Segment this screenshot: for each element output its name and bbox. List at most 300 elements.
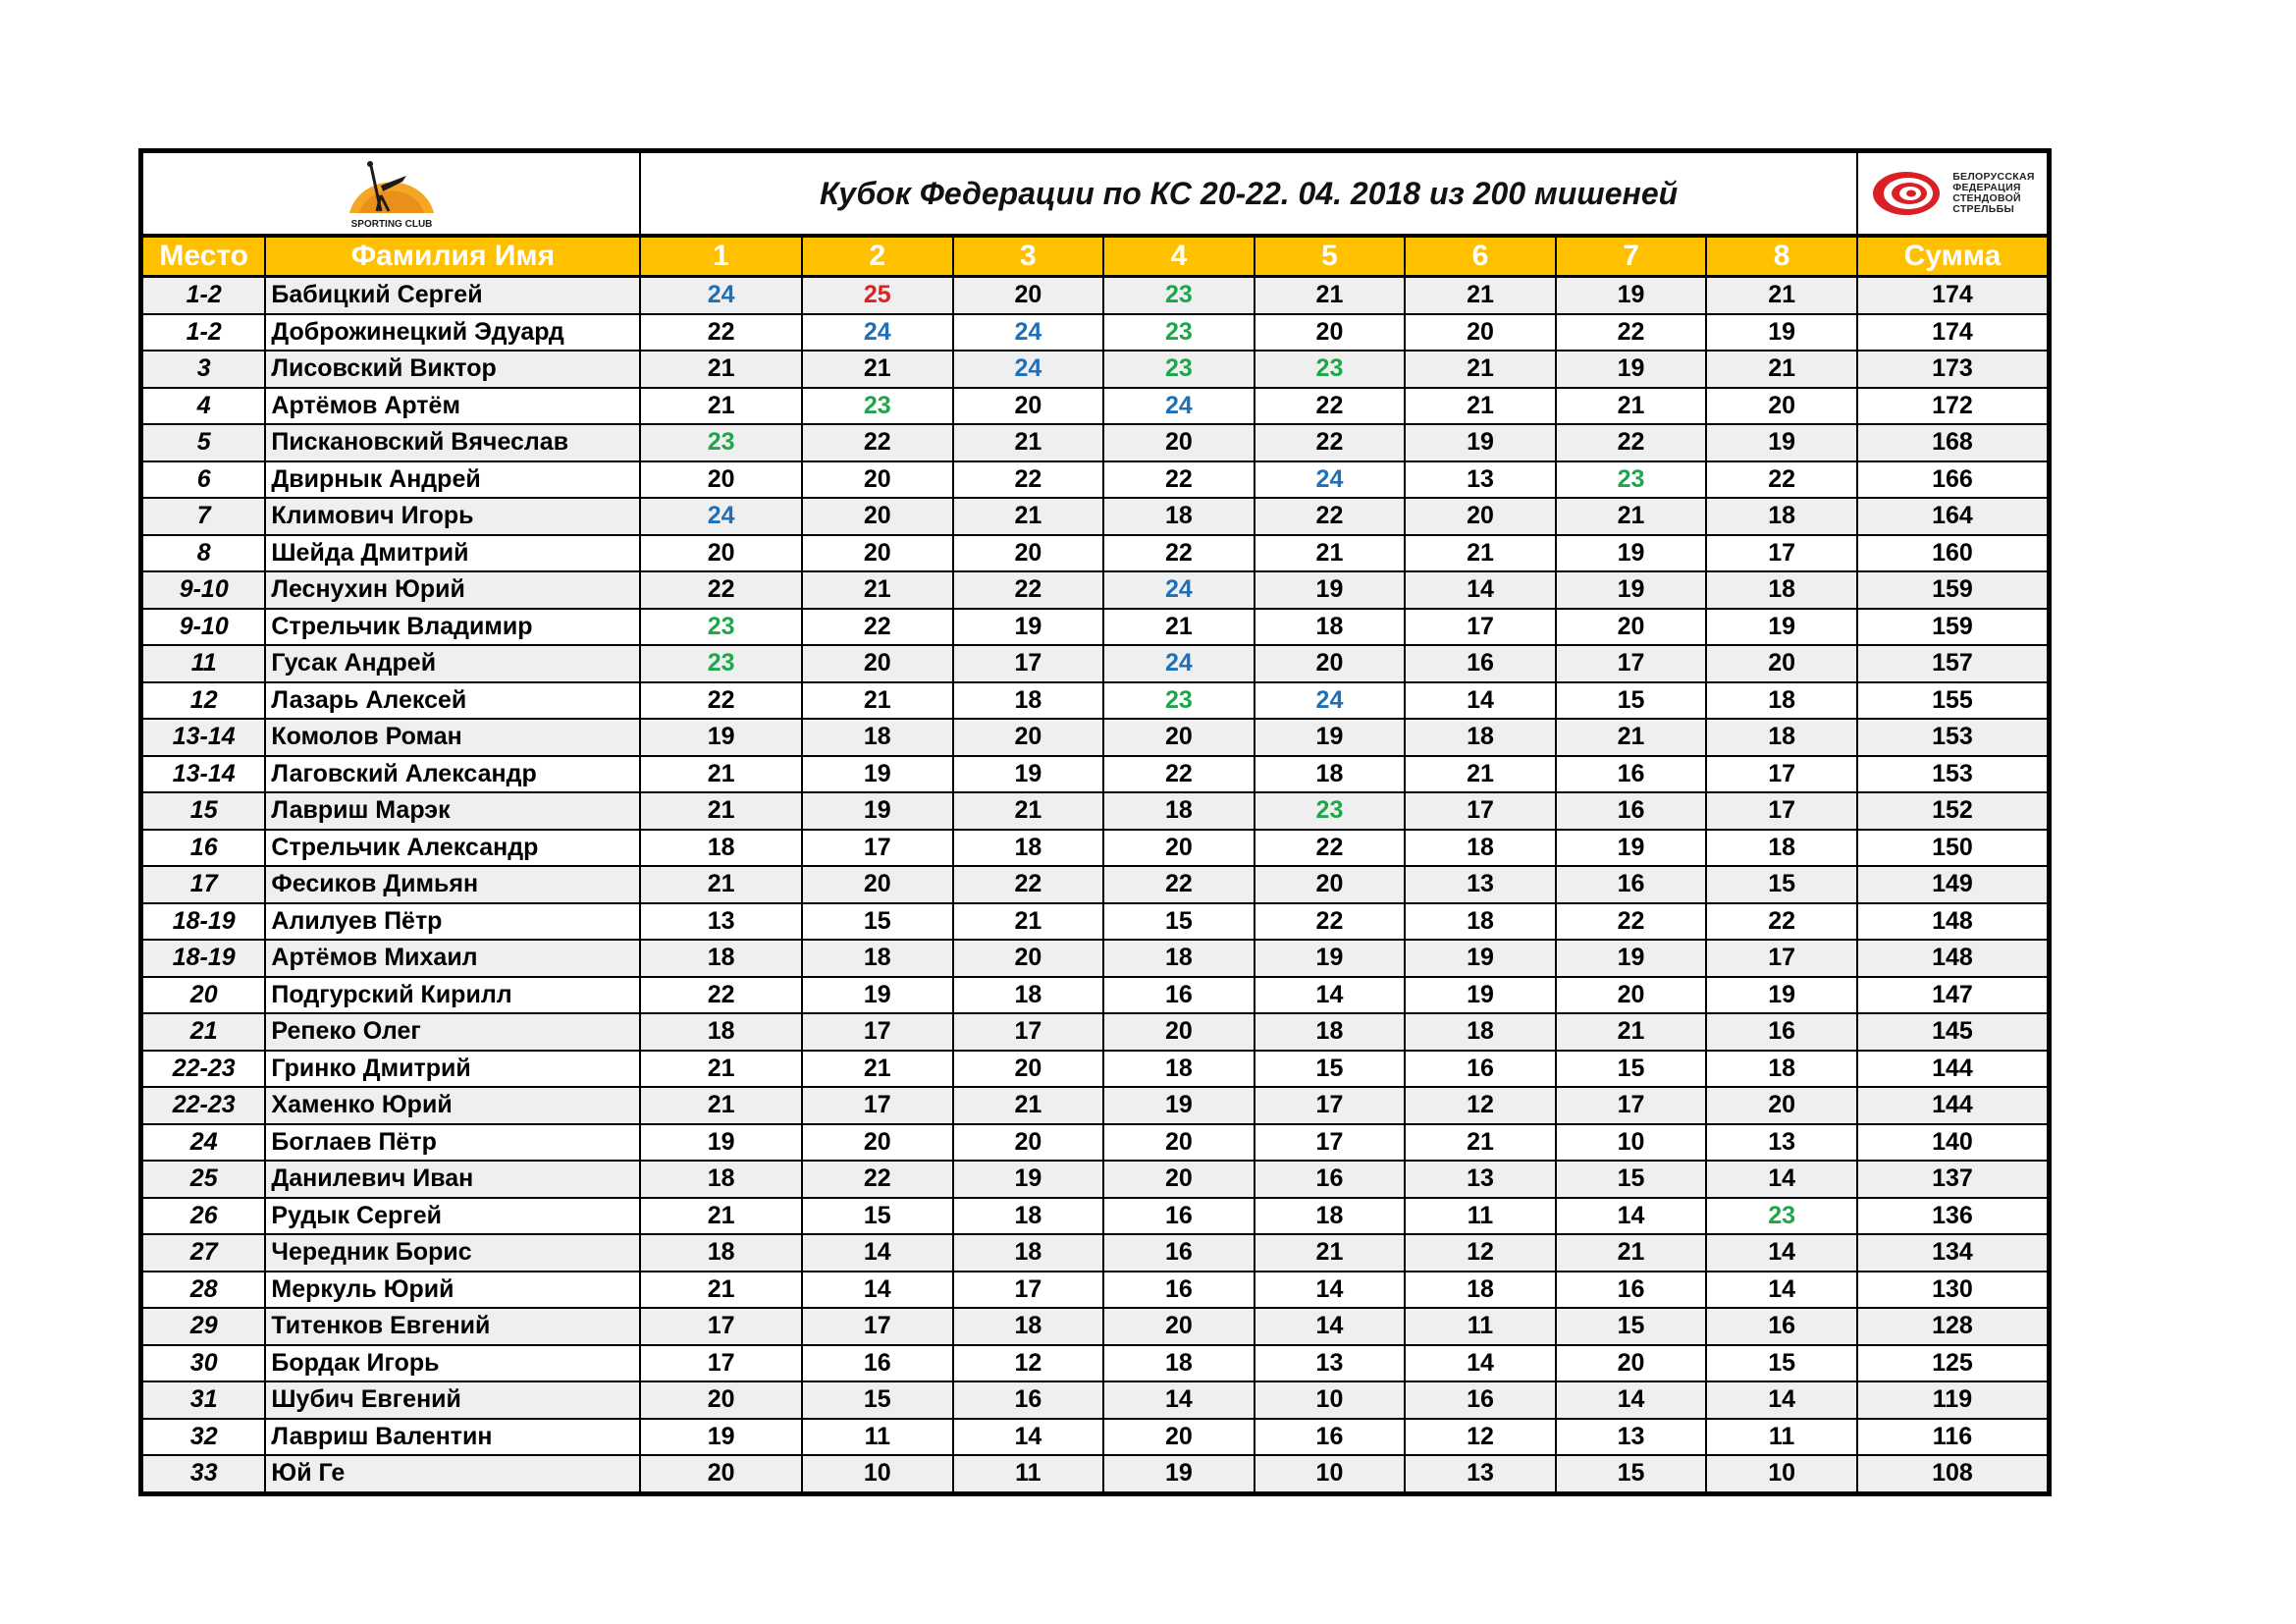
score-cell: 21 [640,1198,802,1235]
score-cell: 20 [1103,1308,1255,1345]
score-cell: 20 [953,1051,1104,1088]
page-title: Кубок Федерации по КС 20-22. 04. 2018 из 200 мишеней [640,151,1857,237]
score-cell: 17 [953,1272,1104,1309]
score-cell: 20 [1706,388,1857,425]
score-cell: 21 [1556,1013,1707,1051]
sum-cell: 160 [1857,535,2050,572]
place-cell: 13-14 [141,719,266,756]
table-row [141,1087,2050,1124]
name-cell: Гусак Андрей [265,645,640,682]
sum-cell: 128 [1857,1308,2050,1345]
score-cell: 18 [953,1198,1104,1235]
place-cell: 9-10 [141,609,266,646]
score-cell: 24 [1103,645,1255,682]
score-cell: 18 [1405,1013,1556,1051]
score-cell: 12 [1405,1087,1556,1124]
header-series: 2 [802,236,953,277]
sum-cell: 172 [1857,388,2050,425]
score-cell: 20 [802,645,953,682]
score-cell: 16 [1103,1272,1255,1309]
score-cell: 22 [953,571,1104,609]
table-row [141,977,2050,1014]
score-cell: 23 [1103,351,1255,388]
score-cell: 23 [1706,1198,1857,1235]
score-cell: 18 [953,1234,1104,1272]
table-row [141,461,2050,499]
score-cell: 14 [1255,1308,1406,1345]
score-cell: 16 [1405,1381,1556,1419]
score-cell: 23 [802,388,953,425]
score-cell: 18 [1103,792,1255,830]
score-cell: 21 [1405,277,1556,314]
score-cell: 13 [1706,1124,1857,1162]
score-cell: 16 [1706,1013,1857,1051]
score-cell: 19 [1706,609,1857,646]
score-cell: 11 [1405,1308,1556,1345]
score-cell: 21 [802,1051,953,1088]
table-row [141,866,2050,903]
score-cell: 21 [1706,277,1857,314]
score-cell: 22 [1556,314,1707,352]
name-cell: Лазарь Алексей [265,682,640,720]
name-cell: Стрельчик Владимир [265,609,640,646]
score-cell: 14 [1706,1161,1857,1198]
score-cell: 23 [640,645,802,682]
score-cell: 13 [1405,1455,1556,1493]
score-cell: 18 [802,719,953,756]
score-cell: 19 [1405,940,1556,977]
name-cell: Чередник Борис [265,1234,640,1272]
score-cell: 22 [640,571,802,609]
score-cell: 15 [802,1381,953,1419]
score-cell: 22 [1103,535,1255,572]
score-cell: 24 [640,498,802,535]
header-series: 4 [1103,236,1255,277]
score-cell: 16 [1706,1308,1857,1345]
score-cell: 20 [802,866,953,903]
name-cell: Меркуль Юрий [265,1272,640,1309]
name-cell: Доброжинецкий Эдуард [265,314,640,352]
score-cell: 18 [1706,830,1857,867]
score-cell: 18 [1255,1198,1406,1235]
score-cell: 20 [1556,609,1707,646]
sum-cell: 136 [1857,1198,2050,1235]
score-cell: 21 [640,756,802,793]
score-cell: 19 [1103,1455,1255,1493]
name-cell: Боглаев Пётр [265,1124,640,1162]
score-cell: 18 [953,682,1104,720]
score-cell: 18 [640,1013,802,1051]
score-cell: 20 [640,1381,802,1419]
header-name: Фамилия Имя [265,236,640,277]
score-cell: 20 [1556,977,1707,1014]
score-cell: 21 [640,351,802,388]
score-cell: 24 [802,314,953,352]
score-cell: 17 [1706,535,1857,572]
score-cell: 16 [1103,1234,1255,1272]
sum-cell: 159 [1857,609,2050,646]
score-cell: 24 [1103,388,1255,425]
score-cell: 15 [1103,903,1255,941]
score-cell: 23 [640,609,802,646]
score-cell: 17 [1556,1087,1707,1124]
score-cell: 23 [1103,277,1255,314]
table-row [141,609,2050,646]
score-cell: 20 [1103,1161,1255,1198]
sum-cell: 153 [1857,756,2050,793]
place-cell: 9-10 [141,571,266,609]
place-cell: 27 [141,1234,266,1272]
score-cell: 22 [640,682,802,720]
score-cell: 19 [1556,351,1707,388]
place-cell: 12 [141,682,266,720]
score-cell: 22 [1103,461,1255,499]
sum-cell: 144 [1857,1051,2050,1088]
name-cell: Рудык Сергей [265,1198,640,1235]
table-row [141,498,2050,535]
name-cell: Фесиков Димьян [265,866,640,903]
score-cell: 17 [1405,792,1556,830]
sum-cell: 157 [1857,645,2050,682]
header-series: 8 [1706,236,1857,277]
score-cell: 16 [1556,866,1707,903]
score-cell: 12 [953,1345,1104,1382]
header-series: 6 [1405,236,1556,277]
score-cell: 19 [1706,977,1857,1014]
score-cell: 18 [640,1161,802,1198]
place-cell: 1-2 [141,314,266,352]
score-cell: 16 [1103,1198,1255,1235]
score-cell: 21 [1255,1234,1406,1272]
score-cell: 18 [953,977,1104,1014]
place-cell: 21 [141,1013,266,1051]
sum-cell: 130 [1857,1272,2050,1309]
score-cell: 19 [640,719,802,756]
score-cell: 16 [1405,1051,1556,1088]
place-cell: 33 [141,1455,266,1493]
federation-line: СТРЕЛЬБЫ [1952,203,2015,215]
score-cell: 20 [1255,314,1406,352]
score-cell: 15 [1556,1051,1707,1088]
score-cell: 14 [1255,977,1406,1014]
place-cell: 17 [141,866,266,903]
score-cell: 23 [1255,351,1406,388]
table-row [141,792,2050,830]
score-cell: 21 [1556,1234,1707,1272]
score-cell: 21 [1556,498,1707,535]
table-row [141,1013,2050,1051]
score-cell: 18 [1706,682,1857,720]
score-cell: 15 [1556,1161,1707,1198]
score-cell: 19 [1556,830,1707,867]
score-cell: 20 [953,1124,1104,1162]
score-cell: 20 [640,1455,802,1493]
score-cell: 19 [1255,571,1406,609]
score-cell: 14 [1103,1381,1255,1419]
table-row [141,1124,2050,1162]
score-cell: 10 [802,1455,953,1493]
score-cell: 22 [1103,756,1255,793]
score-cell: 17 [802,1308,953,1345]
score-cell: 18 [1103,940,1255,977]
table-row [141,1455,2050,1493]
table-row [141,903,2050,941]
header-series: 3 [953,236,1104,277]
score-cell: 21 [1255,277,1406,314]
score-cell: 11 [953,1455,1104,1493]
score-cell: 14 [1405,682,1556,720]
table-row [141,314,2050,352]
sum-cell: 108 [1857,1455,2050,1493]
place-cell: 4 [141,388,266,425]
federation-line: БЕЛОРУССКАЯ [1952,171,2035,183]
score-cell: 21 [1255,535,1406,572]
score-cell: 21 [953,792,1104,830]
sum-cell: 159 [1857,571,2050,609]
sum-cell: 174 [1857,314,2050,352]
place-cell: 24 [141,1124,266,1162]
score-cell: 16 [1556,756,1707,793]
score-cell: 14 [1405,1345,1556,1382]
score-cell: 22 [1556,424,1707,461]
name-cell: Артёмов Михаил [265,940,640,977]
place-cell: 15 [141,792,266,830]
score-cell: 19 [1556,535,1707,572]
score-cell: 22 [640,977,802,1014]
score-cell: 13 [1556,1419,1707,1456]
score-cell: 21 [953,498,1104,535]
score-cell: 16 [1255,1161,1406,1198]
score-cell: 17 [1706,756,1857,793]
score-cell: 22 [953,866,1104,903]
score-cell: 20 [1103,424,1255,461]
score-cell: 22 [802,609,953,646]
score-cell: 18 [1255,609,1406,646]
score-cell: 19 [640,1124,802,1162]
table-row [141,571,2050,609]
score-cell: 19 [953,609,1104,646]
score-cell: 21 [953,424,1104,461]
score-cell: 20 [1103,1013,1255,1051]
score-cell: 18 [1706,571,1857,609]
score-cell: 17 [1706,792,1857,830]
sum-cell: 148 [1857,940,2050,977]
score-cell: 14 [953,1419,1104,1456]
score-cell: 14 [1556,1381,1707,1419]
score-cell: 21 [1103,609,1255,646]
place-cell: 28 [141,1272,266,1309]
score-cell: 16 [953,1381,1104,1419]
score-cell: 19 [1556,277,1707,314]
score-cell: 19 [1405,424,1556,461]
score-cell: 15 [1556,682,1707,720]
score-cell: 20 [953,277,1104,314]
table-row [141,1198,2050,1235]
score-cell: 21 [802,682,953,720]
place-cell: 11 [141,645,266,682]
sum-cell: 166 [1857,461,2050,499]
name-cell: Климович Игорь [265,498,640,535]
score-cell: 16 [1556,792,1707,830]
score-cell: 16 [1405,645,1556,682]
sum-cell: 147 [1857,977,2050,1014]
score-cell: 13 [1405,866,1556,903]
place-cell: 13-14 [141,756,266,793]
sum-cell: 173 [1857,351,2050,388]
score-cell: 17 [1706,940,1857,977]
name-cell: Шейда Дмитрий [265,535,640,572]
score-cell: 21 [1405,351,1556,388]
score-cell: 14 [1255,1272,1406,1309]
score-cell: 18 [953,1308,1104,1345]
name-cell: Лавриш Валентин [265,1419,640,1456]
score-cell: 20 [802,1124,953,1162]
sum-cell: 153 [1857,719,2050,756]
score-cell: 22 [1255,498,1406,535]
table-row [141,719,2050,756]
score-cell: 12 [1405,1419,1556,1456]
score-cell: 18 [1706,719,1857,756]
score-cell: 18 [802,940,953,977]
score-cell: 14 [1706,1234,1857,1272]
table-row [141,756,2050,793]
place-cell: 25 [141,1161,266,1198]
score-cell: 14 [802,1234,953,1272]
score-cell: 20 [1556,1345,1707,1382]
score-cell: 16 [802,1345,953,1382]
score-cell: 13 [1405,461,1556,499]
table-row [141,424,2050,461]
sporting-club-logo [338,156,446,231]
score-cell: 14 [1706,1272,1857,1309]
name-cell: Подгурский Кирилл [265,977,640,1014]
score-cell: 20 [953,719,1104,756]
score-cell: 23 [1103,314,1255,352]
header-series: 7 [1556,236,1707,277]
sum-cell: 148 [1857,903,2050,941]
place-cell: 30 [141,1345,266,1382]
score-cell: 23 [640,424,802,461]
place-cell: 3 [141,351,266,388]
score-cell: 20 [1255,866,1406,903]
score-cell: 12 [1405,1234,1556,1272]
table-row [141,388,2050,425]
table-row [141,1308,2050,1345]
results-body [141,277,2050,1494]
name-cell: Артёмов Артём [265,388,640,425]
score-cell: 22 [1255,830,1406,867]
score-cell: 21 [640,792,802,830]
place-cell: 18-19 [141,903,266,941]
score-cell: 15 [802,1198,953,1235]
name-cell: Лисовский Виктор [265,351,640,388]
score-cell: 15 [1556,1308,1707,1345]
score-cell: 20 [802,461,953,499]
sum-cell: 116 [1857,1419,2050,1456]
score-cell: 18 [640,830,802,867]
table-row [141,940,2050,977]
score-cell: 21 [953,1087,1104,1124]
score-cell: 18 [1405,719,1556,756]
header-series: 1 [640,236,802,277]
score-cell: 20 [802,498,953,535]
score-cell: 20 [1405,498,1556,535]
score-cell: 21 [1405,756,1556,793]
table-row [141,277,2050,314]
table-row [141,1381,2050,1419]
name-cell: Стрельчик Александр [265,830,640,867]
score-cell: 20 [1103,830,1255,867]
score-cell: 21 [640,1272,802,1309]
score-cell: 20 [1405,314,1556,352]
score-cell: 15 [1556,1455,1707,1493]
score-cell: 21 [1556,719,1707,756]
score-cell: 24 [1255,682,1406,720]
sum-cell: 144 [1857,1087,2050,1124]
place-cell: 18-19 [141,940,266,977]
table-row [141,830,2050,867]
table-row [141,1051,2050,1088]
results-sheet [138,148,2052,1496]
place-cell: 22-23 [141,1051,266,1088]
place-cell: 16 [141,830,266,867]
score-cell: 19 [802,792,953,830]
table-row [141,351,2050,388]
score-cell: 14 [1405,571,1556,609]
score-cell: 21 [640,1051,802,1088]
score-cell: 17 [802,1013,953,1051]
score-cell: 17 [802,1087,953,1124]
score-cell: 11 [802,1419,953,1456]
score-cell: 24 [1255,461,1406,499]
score-cell: 19 [802,977,953,1014]
score-cell: 19 [953,1161,1104,1198]
score-cell: 22 [802,424,953,461]
name-cell: Гринко Дмитрий [265,1051,640,1088]
sum-cell: 174 [1857,277,2050,314]
place-cell: 32 [141,1419,266,1456]
name-cell: Комолов Роман [265,719,640,756]
score-cell: 19 [953,756,1104,793]
name-cell: Лавриш Марэк [265,792,640,830]
score-cell: 22 [1255,424,1406,461]
score-cell: 17 [953,645,1104,682]
score-cell: 19 [1706,314,1857,352]
score-cell: 21 [802,351,953,388]
table-row [141,535,2050,572]
score-cell: 21 [1706,351,1857,388]
sum-cell: 168 [1857,424,2050,461]
score-cell: 17 [1556,645,1707,682]
name-cell: Леснухин Юрий [265,571,640,609]
score-cell: 20 [1255,645,1406,682]
score-cell: 18 [1405,1272,1556,1309]
score-cell: 21 [1405,388,1556,425]
score-cell: 21 [953,903,1104,941]
score-cell: 16 [1556,1272,1707,1309]
score-cell: 21 [1405,535,1556,572]
name-cell: Бабицкий Сергей [265,277,640,314]
score-cell: 25 [802,277,953,314]
score-cell: 18 [1706,1051,1857,1088]
score-cell: 21 [640,1087,802,1124]
federation-name [1952,172,2035,215]
name-cell: Репеко Олег [265,1013,640,1051]
score-cell: 19 [1255,719,1406,756]
score-cell: 21 [640,866,802,903]
left-logo-cell [141,151,641,237]
score-cell: 18 [640,940,802,977]
